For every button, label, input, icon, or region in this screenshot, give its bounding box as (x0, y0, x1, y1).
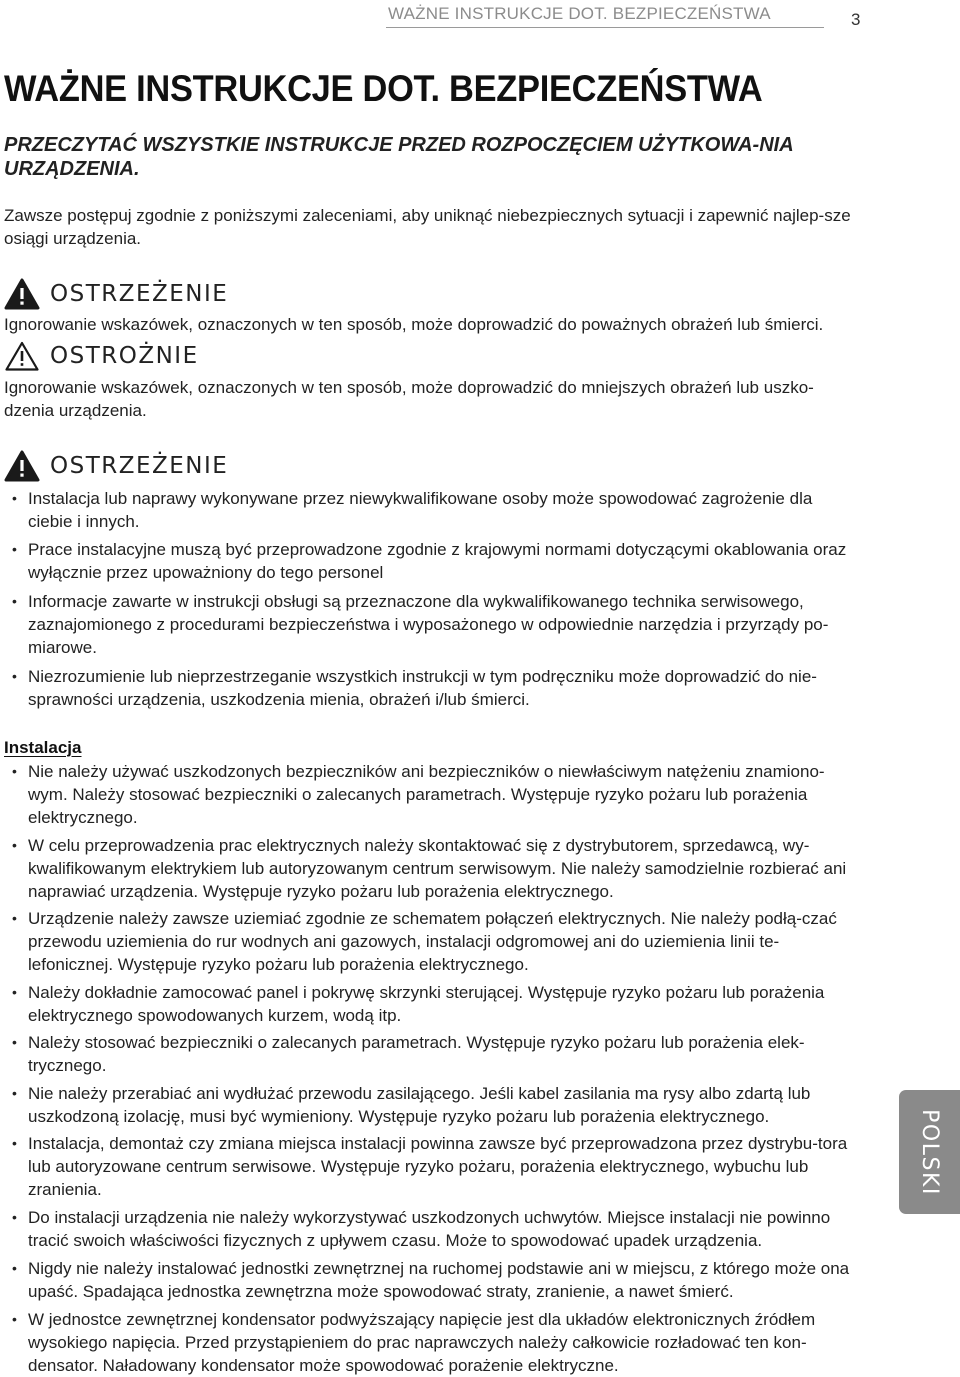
warning-text: Ignorowanie wskazówek, oznaczonych w ten sposób, może doprowadzić do poważnych obrażeń lub śmierci. (4, 315, 824, 334)
running-header-rule (386, 27, 824, 28)
list-item: • Instalacja, demontaż czy zmiana miejsca instalacji powinna zawsze być przeprowadzona przez dystrybu-tora lub autoryzowane centrum serwisowe. Występuje ryzyko pożaru, porażenia elektrycznego, wybuchu lub zranienia. (12, 1132, 858, 1201)
running-header: WAŻNE INSTRUKCJE DOT. BEZPIECZEŃSTWA (388, 4, 771, 23)
language-tab-label: POLSKI (917, 1108, 943, 1196)
list-item: • Instalacja lub naprawy wykonywane przez niewykwalifikowane osoby może spowodować zagrożenie dla ciebie i innych. (12, 487, 858, 533)
installation-list (12, 760, 858, 1377)
warning-label: OSTRZEŻENIE (50, 281, 229, 307)
caution-icon (4, 340, 40, 372)
list-item: • W jednostce zewnętrznej kondensator podwyższający napięcie jest dla układów elektronicznych źródłem wysokiego napięcia. Przed przystąpieniem do prac naprawczych należy całkowicie rozładować ten kon-densator. Naładowany kondensator może spowodować porażenie elektryczne. (12, 1308, 858, 1377)
list-item: • Należy stosować bezpieczniki o zalecanych parametrach. Występuje ryzyko pożaru lub porażenia elek-trycznego. (12, 1031, 858, 1077)
list-item: • Do instalacji urządzenia nie należy wykorzystywać uszkodzonych uchwytów. Miejsce instalacji nie powinno tracić swoich właściwości fizycznych z upływem czasu. Może to spowodować upadek urządzenia. (12, 1206, 858, 1252)
page-title: WAŻNE INSTRUKCJE DOT. BEZPIECZEŃSTWA (4, 68, 763, 109)
intro-paragraph: Zawsze postępuj zgodnie z poniższymi zaleceniami, aby uniknąć niebezpiecznych sytuacji i zapewnić najlep-sze osiągi urządzenia. (4, 206, 851, 248)
list-item: • Informacje zawarte w instrukcji obsługi są przeznaczone dla wykwalifikowanego technika serwisowego, zaznajomionego z procedurami bezpieczeństwa i wyposażonego w odpowiednie narzędzia i przyrządy po-miarowe. (12, 590, 858, 659)
list-item: • Nie należy przerabiać ani wydłużać przewodu zasilającego. Jeśli kabel zasilania ma rysy albo zdartą lub uszkodzoną izolację, musi być wymieniony. Występuje ryzyko pożaru lub porażenia elektrycznego. (12, 1082, 858, 1128)
warning-icon (4, 450, 40, 482)
warning-list (12, 487, 858, 711)
list-item: • W celu przeprowadzenia prac elektrycznych należy skontaktować się z dystrybutorem, sprzedawcą, wy-kwalifikowanym elektrykiem lub autoryzowanym centrum serwisowym. Nie należy samodzielnie rozbierać ani naprawiać urządzenia. Występuje ryzyko pożaru lub porażenia elektrycznego. (12, 834, 858, 903)
list-item: • Prace instalacyjne muszą być przeprowadzone zgodnie z krajowymi normami dotyczącymi okablowania oraz wyłącznie przez upoważniony do tego personel (12, 538, 858, 584)
list-item: • Nie należy używać uszkodzonych bezpieczników ani bezpieczników o niewłaściwym natężeniu znamiono-wym. Należy stosować bezpieczniki o zalecanych parametrach. Występuje ryzyko pożaru lub porażenia elektrycznego. (12, 760, 858, 829)
caution-label: OSTROŻNIE (50, 343, 199, 369)
list-item: • Urządzenie należy zawsze uziemiać zgodnie ze schematem połączeń elektrycznych. Nie należy podłą-czać przewodu uziemienia do rur wodnych ani gazowych, instalacji odgromowej ani do uziemienia linii te-lefonicznej. Występuje ryzyko pożaru lub porażenia elektrycznego. (12, 907, 858, 976)
language-tab (899, 1090, 960, 1214)
list-item: • Nigdy nie należy instalować jednostki zewnętrznej na ruchomej podstawie ani w miejscu, z którego może ona upaść. Spadająca jednostka zewnętrzna może spowodować straty, zranienie, a nawet śmierć. (12, 1257, 858, 1303)
caution-callout (4, 340, 199, 372)
list-item: • Należy dokładnie zamocować panel i pokrywę skrzynki sterującej. Występuje ryzyko pożaru lub porażenia elektrycznego spowodowanych kurzem, wodą itp. (12, 981, 858, 1027)
list-item: • Niezrozumienie lub nieprzestrzeganie wszystkich instrukcji w tym podręczniku może doprowadzić do nie-sprawności urządzenia, uszkodzenia mienia, obrażeń i/lub śmierci. (12, 665, 858, 711)
warning-callout-2 (4, 450, 228, 482)
caution-text: Ignorowanie wskazówek, oznaczonych w ten sposób, może doprowadzić do mniejszych obrażeń lub uszko-dzenia urządzenia. (4, 378, 814, 420)
warning-label: OSTRZEŻENIE (50, 453, 229, 479)
subtitle: PRZECZYTAĆ WSZYSTKIE INSTRUKCJE PRZED ROZPOCZĘCIEM UŻYTKOWA-NIA URZĄDZENIA. (4, 134, 793, 180)
page-number: 3 (851, 10, 861, 29)
warning-icon (4, 278, 40, 310)
section-heading-instalacja: Instalacja (4, 738, 82, 757)
warning-callout-1 (4, 278, 228, 310)
